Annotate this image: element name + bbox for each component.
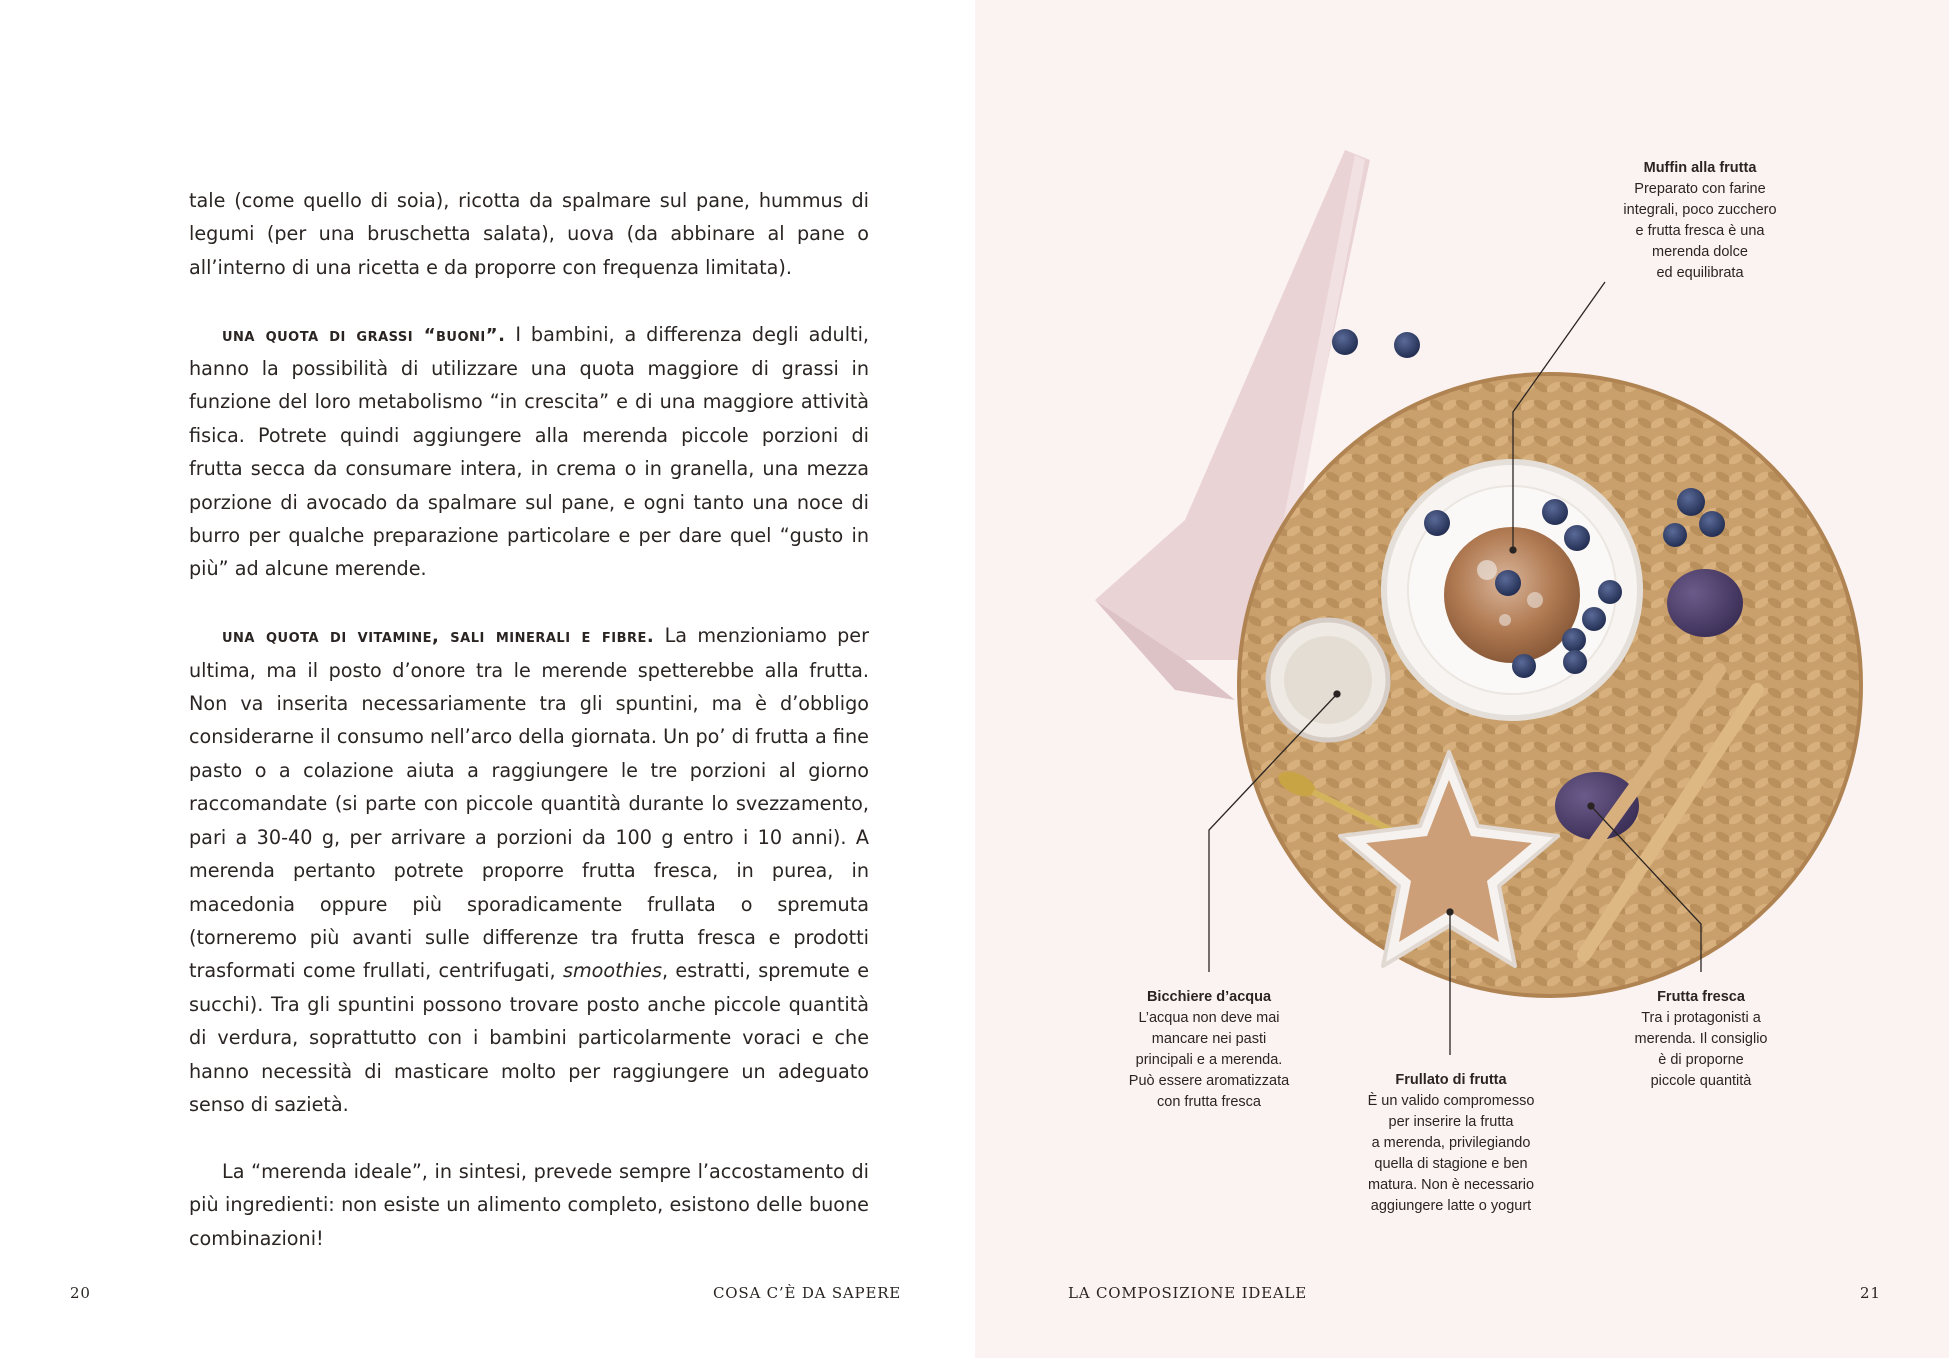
paragraph-2 [189, 318, 869, 586]
callout-title: Frullato di frutta [1395, 1072, 1507, 1088]
right-page [975, 0, 1949, 1358]
page-number-right: 21 [1860, 1284, 1881, 1302]
page-number-left: 20 [70, 1284, 91, 1302]
callout-muffin [1600, 158, 1800, 284]
callout-smoothie [1337, 1070, 1565, 1217]
callout-title: Bicchiere d’acqua [1146, 989, 1272, 1005]
water-glass [1268, 620, 1388, 740]
paragraph-text: La “merenda ideale”, in sintesi, prevede sempre l’accostamento di più ingredienti: non esiste un alimento completo, esistono delle buone combinazioni! [189, 1159, 869, 1250]
paragraph-italic: smoothies [562, 959, 662, 983]
paragraph-lead: una quota di grassi “buoni”. [222, 324, 506, 346]
paragraph-lead: una quota di vitamine, sali minerali e fibre. [222, 626, 655, 648]
paragraph-3 [189, 619, 869, 1121]
paragraph-text-after: , estratti, spremute e succhi). Tra gli spuntini possono trovare posto anche piccole quantità di verdura, soprattutto con i bambini particolarmente voraci e che hanno necessità di masticare molto per raggiungere un adeguato senso di sazietà. [189, 959, 869, 1116]
callout-description: L’acqua non deve mai mancare nei pasti principali e a merenda. Può essere aromatizzata con frutta fresca [1128, 1010, 1290, 1110]
callout-description: È un valido compromesso per inserire la frutta a merenda, privilegiando quella di stagione e ben matura. Non è necessario aggiungere latte o yogurt [1367, 1093, 1535, 1214]
callout-title: Muffin alla frutta [1643, 160, 1757, 176]
callout-water [1099, 987, 1319, 1113]
paragraph-1 [189, 184, 869, 284]
paragraph-text: I bambini, a differenza degli adulti, hanno la possibilità di utilizzare una quota maggiore di grassi in funzione del loro metabolismo “in crescita” e di una maggiore attività fisica. Potrete quindi aggiungere alla merenda piccole porzioni di frutta secca da consumare intera, in crema o in granella, una mezza porzione di avocado da spalmare sul pane, e ogni tanto una noce di burro per qualche preparazione particolare e per dare quel “gusto in più” ad alcune merende. [189, 322, 869, 581]
body-text [189, 184, 869, 1288]
running-head-left: COSA C’È DA SAPERE [713, 1284, 902, 1302]
running-head-right: LA COMPOSIZIONE IDEALE [1068, 1284, 1308, 1302]
callout-title: Frutta fresca [1657, 989, 1745, 1005]
callout-fruit [1601, 987, 1801, 1092]
paragraph-text: tale (come quello di soia), ricotta da spalmare sul pane, hummus di legumi (per una bruschetta salata), uova (da abbinare al pane o all’interno di una ricetta e da proporre con frequenza limitata). [189, 189, 869, 279]
paragraph-4 [189, 1155, 869, 1255]
callout-description: Tra i protagonisti a merenda. Il consiglio è di proporne piccole quantità [1634, 1010, 1768, 1089]
callout-description: Preparato con farine integrali, poco zucchero e frutta fresca è una merenda dolce ed equilibrata [1623, 181, 1777, 281]
paragraph-text: La menzioniamo per ultima, ma il posto d’onore tra le merende spetterebbe alla frutta. Non va inserita necessariamente tra gli spuntini, ma è d’obbligo considerarne il consumo nell’arco della giornata. Un po’ di frutta a fine pasto o a colazione aiuta a raggiungere le tre porzioni al giorno raccomandate (si parte con piccole quantità durante lo svezzamento, pari a 30-40 g, per arrivare a porzioni da 100 g entro i 10 anni). A merenda pertanto potrete proporre frutta fresca, in purea, in macedonia oppure più sporadicamente frullata o spremuta (torneremo più avanti sulle differenze tra frutta fresca e prodotti trasformati come frullati, centrifugati, [189, 624, 869, 983]
